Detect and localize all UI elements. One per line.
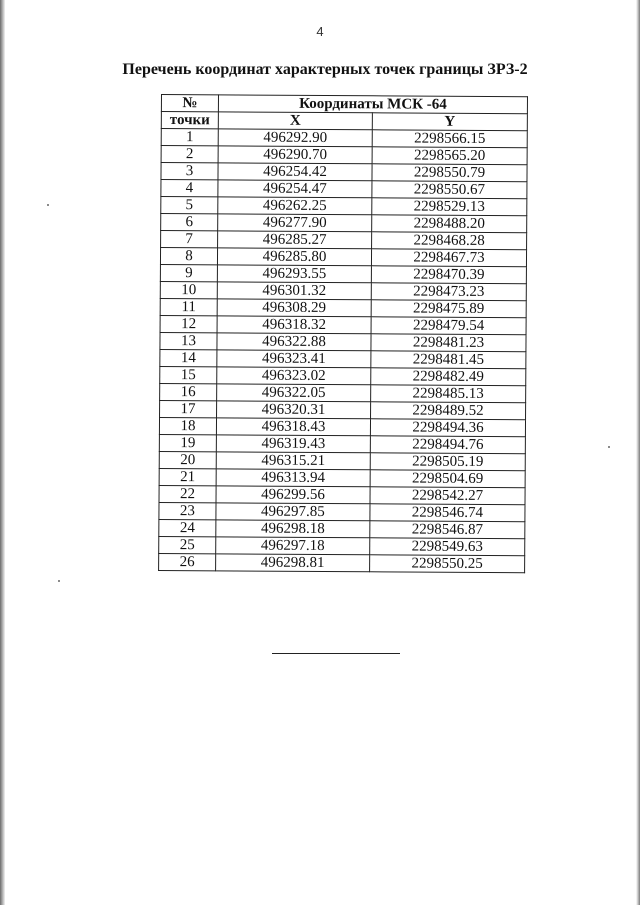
x-coordinate-cell: 496293.55 (217, 265, 371, 283)
x-coordinate-cell: 496299.56 (216, 486, 370, 504)
y-coordinate-cell: 2298475.89 (371, 300, 526, 318)
point-number-cell: 21 (159, 468, 216, 485)
point-number-cell: 26 (159, 553, 216, 570)
x-coordinate-cell: 496285.27 (218, 231, 372, 249)
point-number-cell: 4 (161, 180, 218, 197)
point-number-cell: 8 (160, 248, 217, 265)
y-coordinate-cell: 2298473.23 (371, 283, 526, 301)
x-coordinate-cell: 496292.90 (218, 129, 372, 147)
y-coordinate-cell: 2298565.20 (372, 147, 527, 165)
header-point-label: точки (161, 112, 218, 129)
point-number-cell: 15 (160, 366, 217, 383)
point-number-cell: 18 (159, 417, 216, 434)
table-body (159, 129, 528, 573)
point-number-cell: 22 (159, 485, 216, 502)
signature-line (272, 653, 400, 654)
header-x: X (218, 112, 372, 130)
x-coordinate-cell: 496319.43 (216, 435, 370, 453)
x-coordinate-cell: 496254.42 (218, 163, 372, 181)
x-coordinate-cell: 496290.70 (218, 146, 372, 164)
x-coordinate-cell: 496298.18 (216, 520, 370, 538)
x-coordinate-cell: 496285.80 (217, 248, 371, 266)
y-coordinate-cell: 2298550.79 (372, 164, 527, 182)
x-coordinate-cell: 496298.81 (216, 554, 370, 572)
y-coordinate-cell: 2298468.28 (372, 232, 527, 250)
x-coordinate-cell: 496315.21 (216, 452, 370, 470)
x-coordinate-cell: 496320.31 (217, 401, 371, 419)
y-coordinate-cell: 2298470.39 (371, 266, 526, 284)
y-coordinate-cell: 2298549.63 (370, 538, 525, 556)
point-number-cell: 19 (159, 434, 216, 451)
y-coordinate-cell: 2298481.23 (371, 334, 526, 352)
x-coordinate-cell: 496322.05 (217, 384, 371, 402)
y-coordinate-cell: 2298494.76 (370, 436, 525, 454)
y-coordinate-cell: 2298494.36 (370, 419, 525, 437)
y-coordinate-cell: 2298467.73 (371, 249, 526, 267)
point-number-cell: 11 (160, 298, 217, 315)
point-number-cell: 7 (161, 231, 218, 248)
x-coordinate-cell: 496322.88 (217, 333, 371, 351)
x-coordinate-cell: 496323.02 (217, 367, 371, 385)
point-number-cell: 5 (161, 197, 218, 214)
y-coordinate-cell: 2298550.67 (372, 181, 527, 199)
y-coordinate-cell: 2298485.13 (371, 385, 526, 403)
coordinates-table (158, 94, 528, 573)
point-number-cell: 16 (160, 383, 217, 400)
point-number-cell: 23 (159, 502, 216, 519)
header-y: Y (372, 113, 527, 131)
x-coordinate-cell: 496313.94 (216, 469, 370, 487)
point-number-cell: 13 (160, 332, 217, 349)
y-coordinate-cell: 2298529.13 (372, 198, 527, 216)
y-coordinate-cell: 2298546.74 (370, 504, 525, 522)
point-number-cell: 1 (161, 129, 218, 146)
point-number-cell: 10 (160, 281, 217, 298)
point-number-cell: 3 (161, 163, 218, 180)
page-number: 4 (316, 24, 324, 39)
header-number: № (161, 95, 218, 112)
scan-speck (608, 446, 610, 448)
point-number-cell: 6 (161, 214, 218, 231)
y-coordinate-cell: 2298482.49 (371, 368, 526, 386)
y-coordinate-cell: 2298488.20 (372, 215, 527, 233)
header-coords-group: Координаты МСК -64 (218, 95, 527, 114)
y-coordinate-cell: 2298504.69 (370, 470, 525, 488)
x-coordinate-cell: 496297.18 (216, 537, 370, 555)
x-coordinate-cell: 496308.29 (217, 299, 371, 317)
scan-edge-left (0, 0, 5, 905)
x-coordinate-cell: 496318.43 (216, 418, 370, 436)
point-number-cell: 2 (161, 146, 218, 163)
document-title: Перечень координат характерных точек границы ЗРЗ-2 (122, 61, 528, 78)
point-number-cell: 25 (159, 536, 216, 553)
x-coordinate-cell: 496254.47 (218, 180, 372, 198)
x-coordinate-cell: 496297.85 (216, 503, 370, 521)
y-coordinate-cell: 2298550.25 (370, 555, 525, 573)
x-coordinate-cell: 496277.90 (218, 214, 372, 232)
y-coordinate-cell: 2298546.87 (370, 521, 525, 539)
point-number-cell: 17 (160, 400, 217, 417)
point-number-cell: 14 (160, 349, 217, 366)
scan-edge-right (636, 0, 640, 905)
point-number-cell: 9 (160, 264, 217, 281)
table-row (159, 553, 525, 572)
point-number-cell: 24 (159, 519, 216, 536)
x-coordinate-cell: 496318.32 (217, 316, 371, 334)
point-number-cell: 20 (159, 451, 216, 468)
x-coordinate-cell: 496301.32 (217, 282, 371, 300)
y-coordinate-cell: 2298481.45 (371, 351, 526, 369)
y-coordinate-cell: 2298505.19 (370, 453, 525, 471)
x-coordinate-cell: 496262.25 (218, 197, 372, 215)
point-number-cell: 12 (160, 315, 217, 332)
y-coordinate-cell: 2298489.52 (371, 402, 526, 420)
y-coordinate-cell: 2298542.27 (370, 487, 525, 505)
y-coordinate-cell: 2298566.15 (372, 130, 527, 148)
scan-speck (58, 580, 60, 582)
y-coordinate-cell: 2298479.54 (371, 317, 526, 335)
scan-speck (47, 204, 49, 206)
x-coordinate-cell: 496323.41 (217, 350, 371, 368)
